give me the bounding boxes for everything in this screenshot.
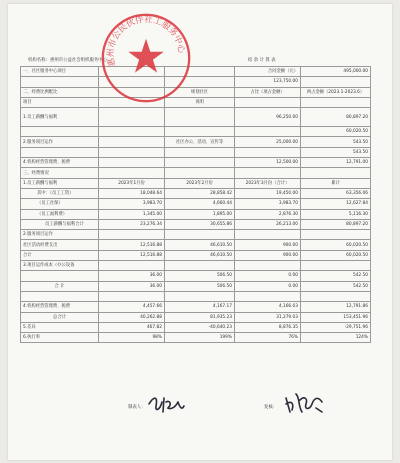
table-row (21, 87, 371, 97)
table-row (21, 230, 371, 240)
cell-col3: 506.50 (165, 271, 235, 281)
cell-col2 (99, 261, 165, 271)
cell-col5: 153,451.96 (301, 312, 371, 322)
table-row (21, 108, 371, 127)
cell-col4: 26,213.00 (235, 219, 301, 229)
cell-item: 社区活动经费支出 (21, 240, 99, 250)
table-row (21, 97, 371, 107)
cell-col5: -29,751.96 (301, 322, 371, 332)
cell-col4: 2023年3月份（合计） (235, 178, 301, 188)
cell-col2: 23,276.34 (99, 219, 165, 229)
cell-item: 2.服务项目运作 (21, 230, 99, 240)
cell-item (21, 127, 99, 137)
cell-col2 (99, 147, 165, 157)
cell-col4: 3,983.70 (235, 199, 301, 209)
cell-col5: 60,020.50 (301, 240, 371, 250)
cell-col3 (165, 261, 235, 271)
cell-col4: 4,166.03 (235, 302, 301, 312)
cell-col4: 900.00 (235, 240, 301, 250)
cell-item: 二、经费比例配比 (21, 87, 99, 97)
cell-item: 合 计 (21, 281, 99, 291)
cell-item: （员工福利费） (21, 209, 99, 219)
cell-col5 (301, 230, 371, 240)
cell-col5: 124% (301, 333, 371, 343)
cell-col3 (165, 127, 235, 137)
cell-item: 总合计 (21, 312, 99, 322)
cell-item: 1.员工薪酬与福利 (21, 108, 99, 127)
table-row (21, 67, 371, 77)
balance-table (20, 66, 371, 343)
cell-col3: 1,895.00 (165, 209, 235, 219)
cell-item: 3.项目运作成本（办公设备 (21, 261, 99, 271)
organization-seal (98, 10, 194, 106)
table-row (21, 219, 371, 229)
cell-col5 (301, 97, 371, 107)
cell-item: 员工薪酬与福利合计 (21, 219, 99, 229)
table-row (21, 250, 371, 260)
table-row (21, 322, 371, 332)
cell-col2 (99, 137, 165, 147)
cell-item (21, 291, 99, 301)
cell-col5: 两占金额（2023.1-2023.6） (301, 87, 371, 97)
cell-col2 (99, 158, 165, 168)
cell-col4 (235, 147, 301, 157)
cell-item: 其中：（员工工资） (21, 188, 99, 198)
cell-col5: 60,020.50 (301, 250, 371, 260)
cell-item: 1.员工薪酬与福利 (21, 178, 99, 188)
cell-item (21, 271, 99, 281)
table-row (21, 281, 371, 291)
cell-col4: 合同金额（元） (235, 67, 301, 77)
cell-item: 2.服务项目运作 (21, 137, 99, 147)
cell-col4: 2,876.30 (235, 209, 301, 219)
cell-col2: 12,516.88 (99, 240, 165, 250)
table-row (21, 127, 371, 137)
cell-col5: 80,897.20 (301, 219, 371, 229)
cell-col2: 1,345.00 (99, 209, 165, 219)
cell-item: （员工社保） (21, 199, 99, 209)
table-row (21, 199, 371, 209)
cell-col3: 2023年2月份 (165, 178, 235, 188)
cell-col5: 542.50 (301, 271, 371, 281)
cell-col3: 4,167.17 (165, 302, 235, 312)
cell-col5 (301, 77, 371, 87)
cell-col5: 60,020.50 (301, 127, 371, 137)
cell-col2: 98% (99, 333, 165, 343)
table-row (21, 178, 371, 188)
cell-col5 (301, 261, 371, 271)
cell-col3: 社区办公、活动、宣传等 (165, 137, 235, 147)
cell-col3: 46,610.50 (165, 240, 235, 250)
cell-col4: 12,500.00 (235, 158, 301, 168)
cell-col5: 543.50 (301, 137, 371, 147)
cell-col5: 80,897.20 (301, 108, 371, 127)
cell-col5: 累计 (301, 178, 371, 188)
cell-item: 项目 (21, 97, 99, 107)
cell-col2: 40,262.88 (99, 312, 165, 322)
cell-col5: 5,116.30 (301, 209, 371, 219)
cell-col5: 12,627.84 (301, 199, 371, 209)
cell-col2: 18,048.64 (99, 188, 165, 198)
cell-col5: 63,356.06 (301, 188, 371, 198)
cell-item: 三、经费情况 (21, 168, 99, 178)
cell-col5: 543.50 (301, 147, 371, 157)
cell-item: 6.执行率 (21, 333, 99, 343)
cell-col4: 31,279.03 (235, 312, 301, 322)
table-row (21, 271, 371, 281)
cell-item: 5.差异 (21, 322, 99, 332)
table-row (21, 77, 371, 87)
cell-col3 (165, 147, 235, 157)
table-row (21, 158, 371, 168)
table-row (21, 261, 371, 271)
cell-col3: 30,655.86 (165, 219, 235, 229)
cell-col2: 36.00 (99, 281, 165, 291)
cell-item: 4.机构经营管理费、税费 (21, 302, 99, 312)
cell-col3 (165, 168, 235, 178)
cell-col3: 28,858.42 (165, 188, 235, 198)
cell-item: 合计 (21, 250, 99, 260)
approved-by-signature (282, 390, 326, 416)
cell-col3: 81,935.23 (165, 312, 235, 322)
cell-col3: 506.50 (165, 281, 235, 291)
cell-col4: 0.00 (235, 271, 301, 281)
table-row (21, 188, 371, 198)
cell-col5: 12,791.00 (301, 158, 371, 168)
cell-item: 4.机构经营管理费、税费 (21, 158, 99, 168)
cell-col3: 规划社区 (165, 87, 235, 97)
cell-col5: 542.50 (301, 281, 371, 291)
org-name-label: 机构名称：惠州市公益社会组织服务中心 (28, 58, 108, 63)
cell-col4: 900.00 (235, 250, 301, 260)
prepared-by-signature (146, 392, 186, 416)
cell-col2 (99, 230, 165, 240)
cell-col4: 0.00 (235, 281, 301, 291)
cell-col2: 2023年1月份 (99, 178, 165, 188)
cell-col4: 76% (235, 333, 301, 343)
cell-col2: 12,516.88 (99, 250, 165, 260)
table-title: 结 余 计 算 表 (248, 58, 276, 63)
table-row (21, 333, 371, 343)
cell-col4 (235, 291, 301, 301)
cell-col3: 46,610.50 (165, 250, 235, 260)
table-row (21, 209, 371, 219)
cell-col4 (235, 261, 301, 271)
cell-col3 (165, 230, 235, 240)
cell-col2: 3,983.70 (99, 199, 165, 209)
table-row (21, 302, 371, 312)
cell-col3 (165, 291, 235, 301)
cell-col3 (165, 108, 235, 127)
cell-col3: -40,640.23 (165, 322, 235, 332)
cell-col4: 19,450.00 (235, 188, 301, 198)
cell-col4 (235, 230, 301, 240)
cell-col4: 8,876.35 (235, 322, 301, 332)
cell-item: 一、社区服务中心项目 (21, 67, 99, 77)
table-row (21, 137, 371, 147)
cell-col4 (235, 97, 301, 107)
seal-text: 惠州市公民伙伴社工服务中心 (106, 14, 186, 68)
table-row (21, 291, 371, 301)
cell-col2 (99, 108, 165, 127)
cell-col5 (301, 168, 371, 178)
cell-col5 (301, 291, 371, 301)
cell-item (21, 147, 99, 157)
table-row (21, 312, 371, 322)
cell-col2: 467.82 (99, 322, 165, 332)
cell-col5: 12,791.86 (301, 302, 371, 312)
table-row (21, 147, 371, 157)
cell-item (21, 77, 99, 87)
approved-by-label: 复核： (264, 405, 278, 410)
cell-col2: 4,457.66 (99, 302, 165, 312)
table-row (21, 240, 371, 250)
cell-col4 (235, 127, 301, 137)
cell-col2 (99, 291, 165, 301)
cell-col3 (165, 158, 235, 168)
cell-col3: 说明 (165, 97, 235, 107)
table-row (21, 168, 371, 178)
cell-col2 (99, 127, 165, 137)
cell-col4: 96,250.00 (235, 108, 301, 127)
cell-col5: 495,000.00 (301, 67, 371, 77)
cell-col4: 25,000.00 (235, 137, 301, 147)
cell-col2 (99, 168, 165, 178)
cell-col4: 占比（项占金额） (235, 87, 301, 97)
cell-col4 (235, 168, 301, 178)
cell-col4: 123,750.00 (235, 77, 301, 87)
cell-col3: 4,660.44 (165, 199, 235, 209)
cell-col3: 199% (165, 333, 235, 343)
prepared-by-label: 制表人： (128, 405, 146, 410)
cell-col2: 36.00 (99, 271, 165, 281)
